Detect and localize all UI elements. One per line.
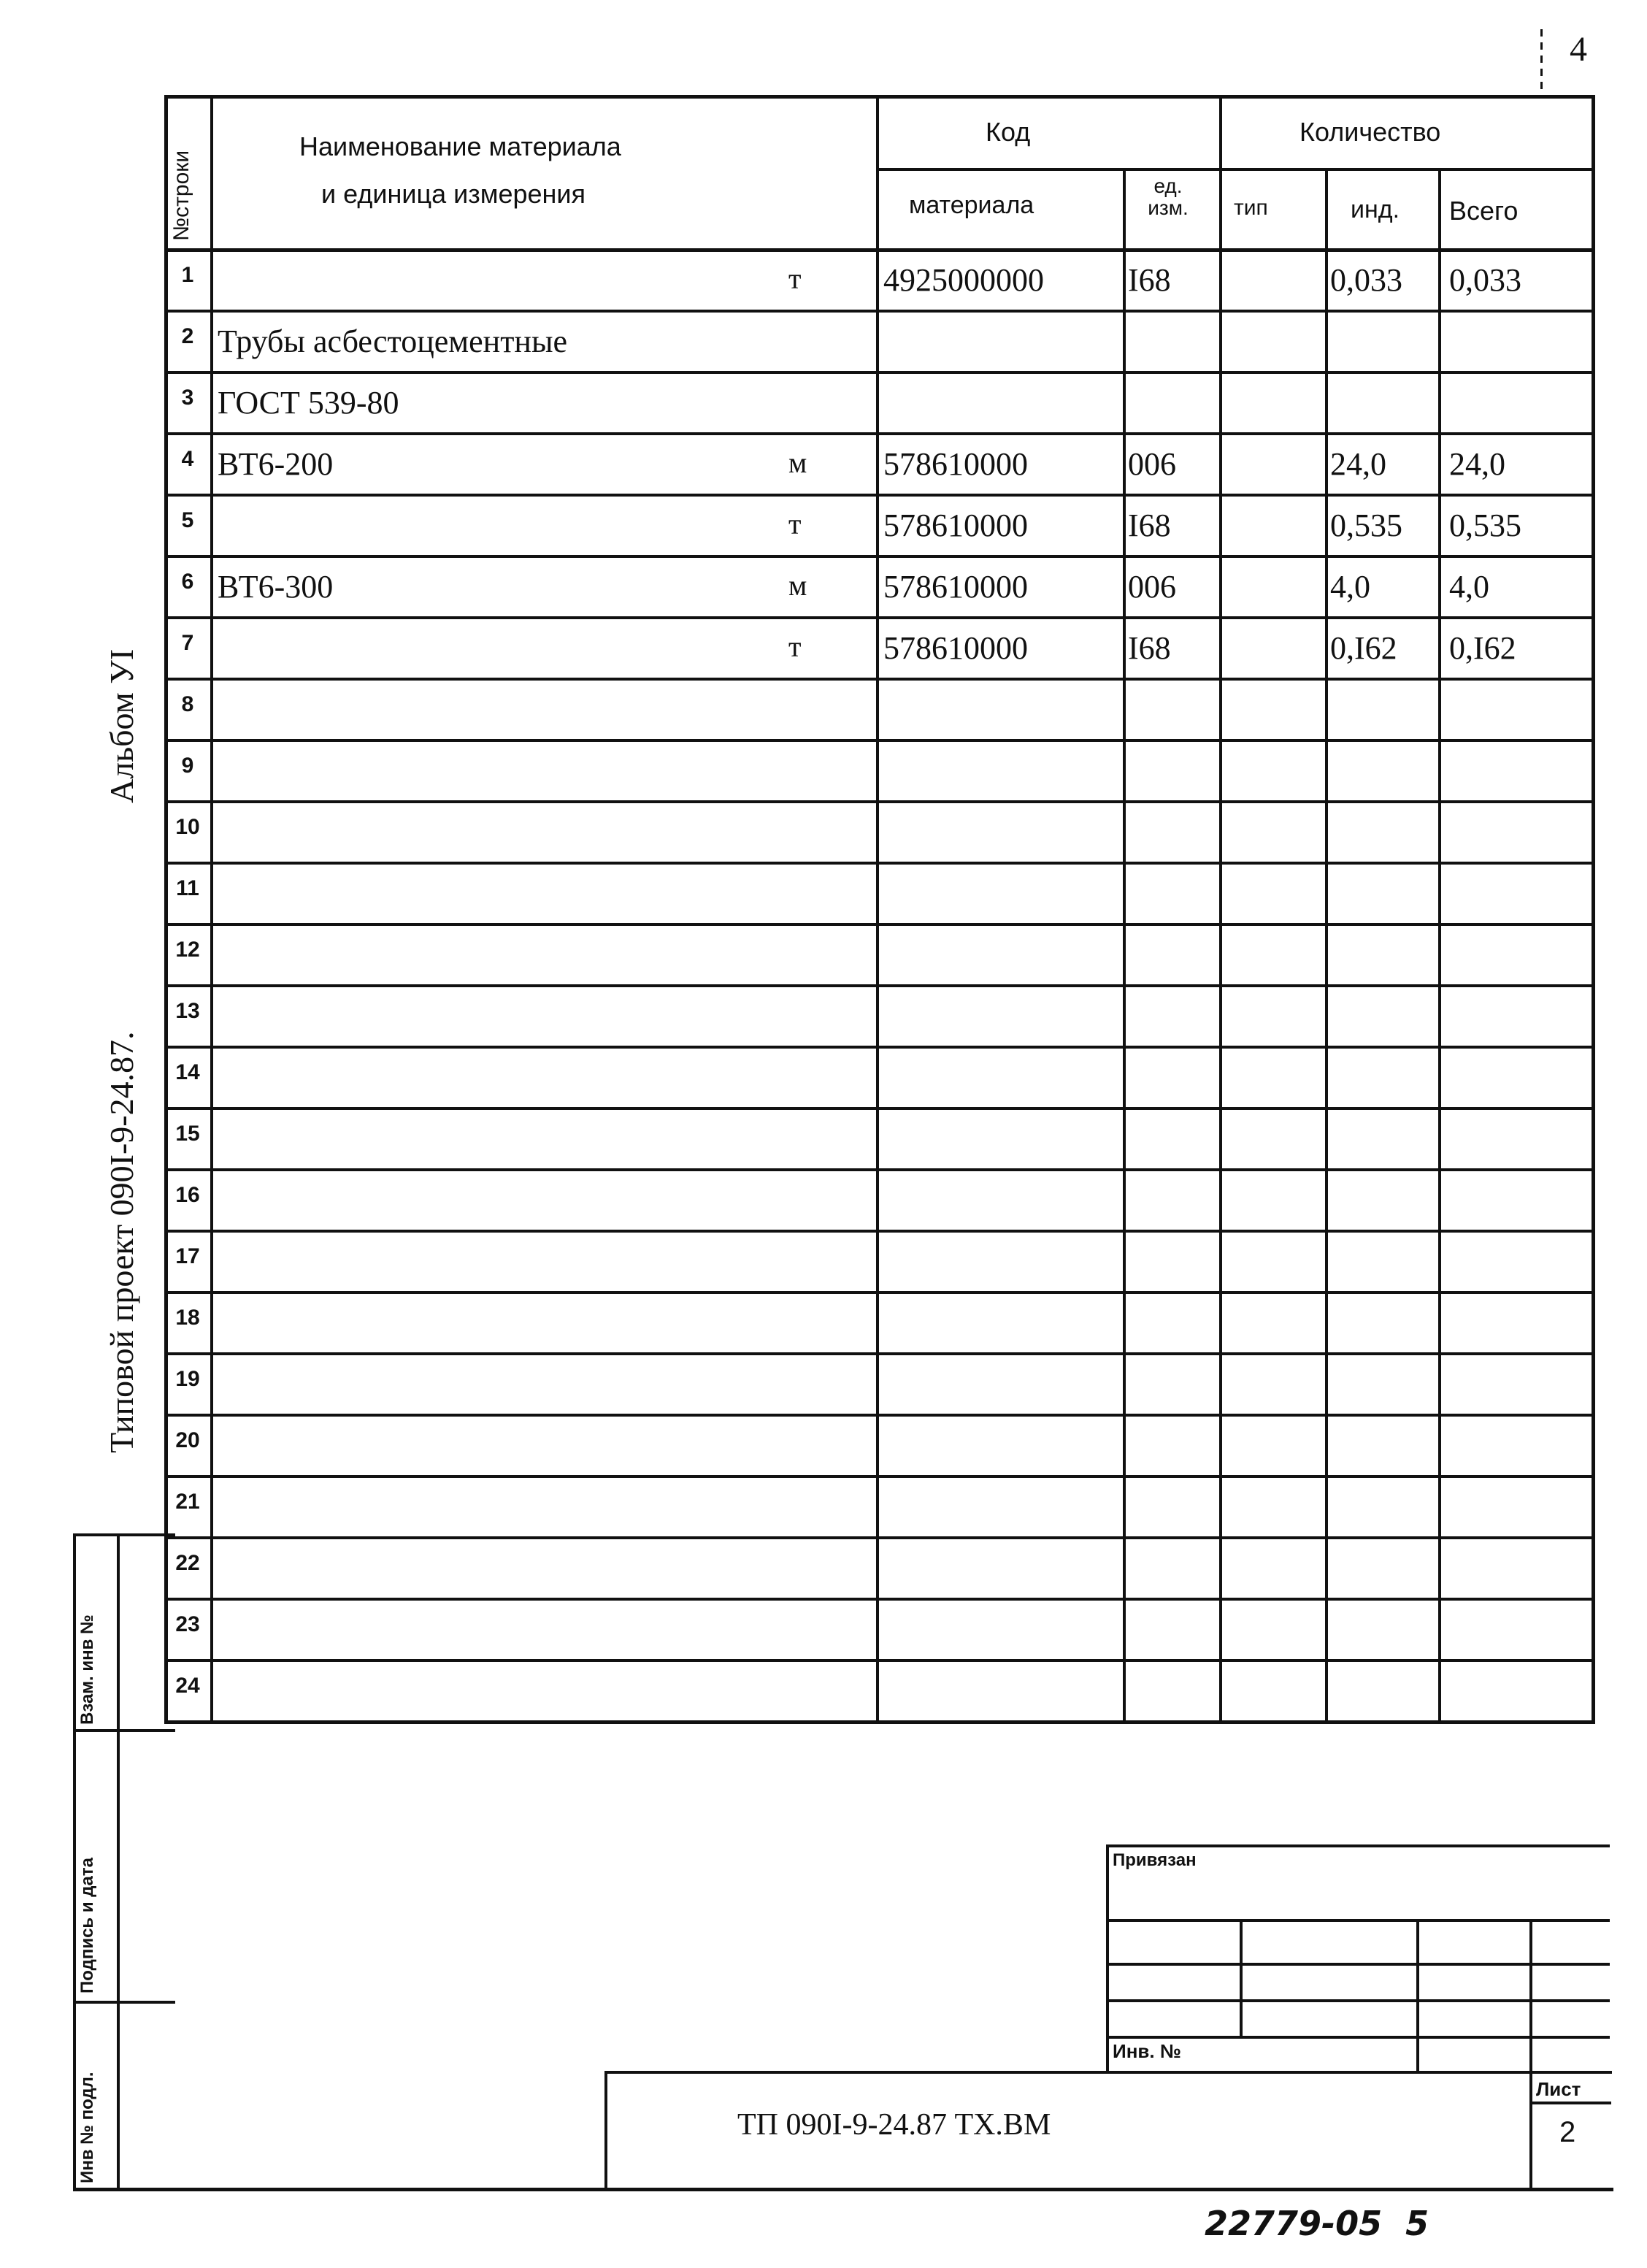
- qty-ind: 0,535: [1330, 507, 1402, 543]
- row-number: 17: [175, 1244, 200, 1268]
- material-code: 578610000: [883, 630, 1028, 666]
- unit-letter: т: [788, 630, 802, 663]
- qty-ind: 0,I62: [1330, 630, 1397, 666]
- material-name: ВТ6-300: [218, 569, 334, 605]
- row-number: 1: [181, 263, 194, 287]
- privyazan-label: Привязан: [1113, 1850, 1197, 1870]
- qty-total: 24,0: [1449, 446, 1505, 482]
- qty-total-header: Всего: [1449, 196, 1519, 226]
- unit-code: 006: [1128, 446, 1176, 482]
- unit-code: 006: [1128, 569, 1176, 605]
- row-number: 7: [181, 631, 194, 655]
- row-number: 14: [175, 1060, 200, 1084]
- unit-letter: т: [788, 262, 802, 295]
- unit-code: I68: [1128, 262, 1171, 298]
- row-number: 18: [175, 1306, 200, 1330]
- page-number: 4: [1570, 30, 1587, 69]
- material-code: 578610000: [883, 507, 1028, 543]
- qty-total: 4,0: [1449, 569, 1489, 605]
- row-number: 6: [181, 570, 194, 594]
- code-material-header: материала: [909, 191, 1034, 219]
- unit-letter: м: [788, 569, 807, 602]
- row-number-header: №строки: [169, 150, 193, 241]
- document-designation: ТП 090I-9-24.87 ТХ.ВМ: [737, 2108, 1051, 2142]
- quantity-header: Количество: [1299, 117, 1441, 147]
- inv-no-label: Инв. №: [1113, 2040, 1181, 2062]
- code-header: Код: [986, 117, 1031, 147]
- side-album-title: Альбом УI: [103, 648, 140, 803]
- sheet-label: Лист: [1536, 2078, 1581, 2100]
- unit-letter: т: [788, 507, 802, 540]
- unit-code: I68: [1128, 630, 1171, 666]
- row-number: 13: [175, 999, 200, 1023]
- row-number: 2: [181, 324, 194, 348]
- qty-total: 0,033: [1449, 262, 1521, 298]
- qty-ind: 0,033: [1330, 262, 1402, 298]
- qty-ind: 4,0: [1330, 569, 1370, 605]
- row-number: 15: [175, 1122, 200, 1146]
- material-name: ВТ6-200: [218, 446, 334, 482]
- footer-stamp: 22779-05 5: [1205, 2204, 1429, 2243]
- unit-letter: м: [788, 446, 807, 479]
- row-number: 10: [175, 815, 200, 839]
- name-header-line1: Наименование материала: [299, 131, 621, 161]
- row-number: 24: [175, 1674, 200, 1698]
- material-code: 4925000000: [883, 262, 1044, 298]
- row-number: 4: [181, 447, 194, 471]
- row-number: 11: [176, 876, 199, 900]
- margin-vzam-label: Взам. инв №: [77, 1614, 97, 1725]
- margin-podpis-label: Подпись и дата: [77, 1858, 97, 1993]
- qty-type-header: тип: [1234, 196, 1268, 220]
- sheet-number: 2: [1559, 2116, 1576, 2148]
- qty-ind-header: инд.: [1351, 196, 1400, 223]
- row-number: 3: [181, 386, 194, 410]
- row-number: 20: [175, 1428, 200, 1452]
- margin-inv-podl-label: Инв № подл.: [77, 2072, 97, 2183]
- material-name: Трубы асбестоцементные: [218, 323, 568, 359]
- row-number: 16: [175, 1183, 200, 1207]
- row-number: 9: [181, 754, 194, 778]
- name-header-line2: и единица измерения: [321, 179, 586, 209]
- qty-total: 0,I62: [1449, 630, 1516, 666]
- row-number: 19: [175, 1367, 200, 1391]
- qty-total: 0,535: [1449, 507, 1521, 543]
- row-number: 8: [181, 692, 194, 716]
- material-code: 578610000: [883, 446, 1028, 482]
- row-number: 5: [181, 508, 194, 532]
- side-project-title: Типовой проект 090I-9-24.87.: [103, 1031, 140, 1453]
- row-number: 23: [175, 1612, 200, 1636]
- material-name: ГОСТ 539-80: [218, 385, 399, 421]
- row-number: 22: [175, 1551, 200, 1575]
- code-unit-header: ед. изм.: [1148, 175, 1189, 219]
- qty-ind: 24,0: [1330, 446, 1386, 482]
- row-number: 21: [175, 1490, 200, 1514]
- material-code: 578610000: [883, 569, 1028, 605]
- unit-code: I68: [1128, 507, 1171, 543]
- row-number: 12: [175, 938, 200, 962]
